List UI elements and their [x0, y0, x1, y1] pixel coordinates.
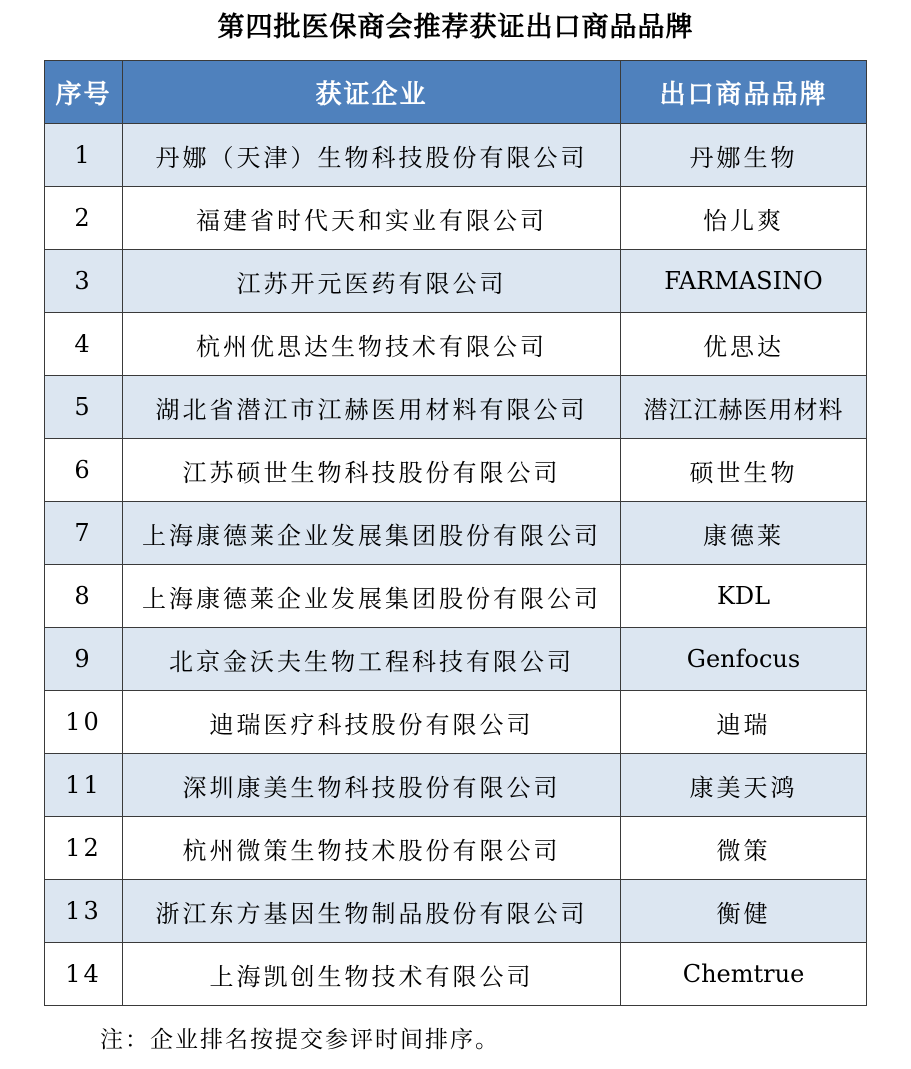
cell-brand: 迪瑞 — [621, 691, 867, 754]
cell-company: 丹娜（天津）生物科技股份有限公司 — [123, 124, 621, 187]
cell-company: 江苏开元医药有限公司 — [123, 250, 621, 313]
cell-brand: 丹娜生物 — [621, 124, 867, 187]
cell-serial-number: 10 — [45, 691, 123, 754]
table-row — [45, 124, 867, 187]
cell-serial-number: 9 — [45, 628, 123, 691]
cell-brand: 微策 — [621, 817, 867, 880]
cell-company: 北京金沃夫生物工程科技有限公司 — [123, 628, 621, 691]
cell-brand: 怡儿爽 — [621, 187, 867, 250]
cell-serial-number: 4 — [45, 313, 123, 376]
cell-company: 江苏硕世生物科技股份有限公司 — [123, 439, 621, 502]
table-row — [45, 565, 867, 628]
cell-brand: 优思达 — [621, 313, 867, 376]
cell-brand: 硕世生物 — [621, 439, 867, 502]
table-row — [45, 691, 867, 754]
cell-company: 迪瑞医疗科技股份有限公司 — [123, 691, 621, 754]
table-header-row — [45, 61, 867, 124]
cell-serial-number: 11 — [45, 754, 123, 817]
table-row — [45, 943, 867, 1006]
table-row — [45, 439, 867, 502]
cell-company: 杭州微策生物技术股份有限公司 — [123, 817, 621, 880]
cell-brand: Genfocus — [621, 628, 867, 691]
table-row — [45, 817, 867, 880]
header-certified-company: 获证企业 — [123, 61, 621, 124]
cell-company: 杭州优思达生物技术有限公司 — [123, 313, 621, 376]
header-serial-number: 序号 — [45, 61, 123, 124]
table-row — [45, 376, 867, 439]
table-row — [45, 187, 867, 250]
footnote: 注：企业排名按提交参评时间排序。 — [100, 1027, 500, 1053]
cell-brand: FARMASINO — [621, 250, 867, 313]
page-title: 第四批医保商会推荐获证出口商品品牌 — [217, 12, 694, 43]
cell-brand: Chemtrue — [621, 943, 867, 1006]
table-row — [45, 754, 867, 817]
cell-serial-number: 5 — [45, 376, 123, 439]
cell-serial-number: 12 — [45, 817, 123, 880]
cell-serial-number: 6 — [45, 439, 123, 502]
cell-brand: KDL — [621, 565, 867, 628]
cell-company: 上海康德莱企业发展集团股份有限公司 — [123, 565, 621, 628]
cell-company: 湖北省潜江市江赫医用材料有限公司 — [123, 376, 621, 439]
cell-brand: 潜江江赫医用材料 — [621, 376, 867, 439]
brand-table — [44, 60, 867, 1006]
table-row — [45, 880, 867, 943]
cell-brand: 衡健 — [621, 880, 867, 943]
cell-serial-number: 2 — [45, 187, 123, 250]
table-row — [45, 313, 867, 376]
cell-serial-number: 13 — [45, 880, 123, 943]
cell-serial-number: 14 — [45, 943, 123, 1006]
cell-company: 上海康德莱企业发展集团股份有限公司 — [123, 502, 621, 565]
table-row — [45, 628, 867, 691]
header-export-brand: 出口商品品牌 — [621, 61, 867, 124]
cell-company: 浙江东方基因生物制品股份有限公司 — [123, 880, 621, 943]
cell-company: 上海凯创生物技术有限公司 — [123, 943, 621, 1006]
table-row — [45, 250, 867, 313]
cell-brand: 康德莱 — [621, 502, 867, 565]
cell-brand: 康美天鸿 — [621, 754, 867, 817]
cell-company: 福建省时代天和实业有限公司 — [123, 187, 621, 250]
cell-company: 深圳康美生物科技股份有限公司 — [123, 754, 621, 817]
cell-serial-number: 7 — [45, 502, 123, 565]
cell-serial-number: 8 — [45, 565, 123, 628]
table-row — [45, 502, 867, 565]
cell-serial-number: 1 — [45, 124, 123, 187]
cell-serial-number: 3 — [45, 250, 123, 313]
